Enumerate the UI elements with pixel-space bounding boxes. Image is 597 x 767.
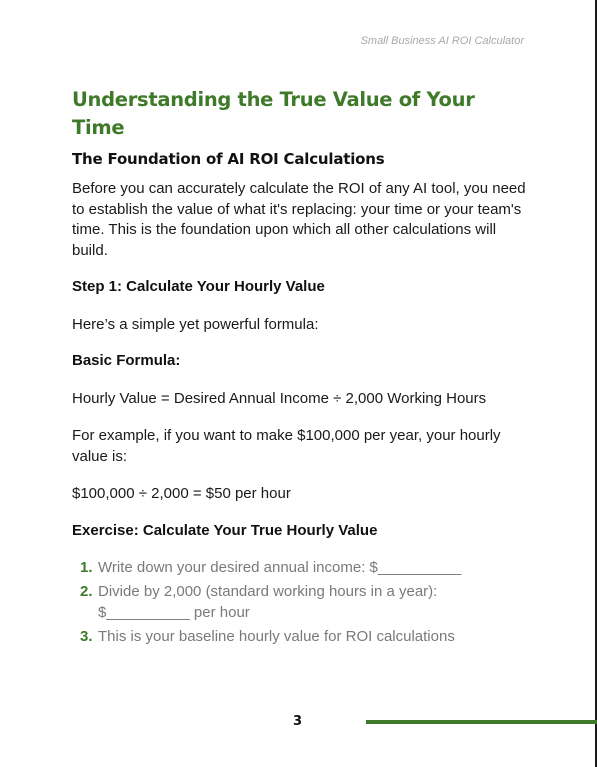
page-content [72, 86, 527, 650]
page-number: 3 [293, 714, 303, 729]
example-result: $100,000 ÷ 2,000 = $50 per hour [72, 485, 291, 502]
list-item-text: Write down your desired annual income: $__________ [98, 559, 462, 576]
list-item-number: 2. [80, 583, 93, 600]
list-item [72, 557, 527, 578]
list-item-text: This is your baseline hourly value for ROI calculations [98, 628, 455, 645]
list-item [72, 626, 527, 647]
list-item-text: Divide by 2,000 (standard working hours in a year): $__________ per hour [98, 583, 438, 621]
list-item [72, 581, 527, 623]
exercise-list [72, 557, 527, 647]
formula-text: Hourly Value = Desired Annual Income ÷ 2,000 Working Hours [72, 389, 487, 407]
list-item-number: 1. [80, 559, 93, 576]
step1-heading: Step 1: Calculate Your Hourly Value [72, 278, 325, 295]
section-subtitle: The Foundation of AI ROI Calculations [72, 150, 385, 168]
running-header: Small Business AI ROI Calculator [360, 35, 524, 47]
formula-intro: Here’s a simple yet powerful formula: [72, 315, 319, 333]
list-item-number: 3. [80, 628, 93, 645]
exercise-heading: Exercise: Calculate Your True Hourly Value [72, 521, 378, 539]
formula-heading: Basic Formula: [72, 352, 181, 369]
example-paragraph: For example, if you want to make $100,000 per year, your hourly value is: [72, 427, 501, 465]
footer-accent-rule [366, 720, 597, 724]
intro-paragraph: Before you can accurately calculate the ROI of any AI tool, you need to establish the value of what it's replacing: your time or your team's time. This is the foundation upon which all other calculations will build. [72, 180, 526, 259]
page-title: Understanding the True Value of Your Time [72, 88, 475, 139]
